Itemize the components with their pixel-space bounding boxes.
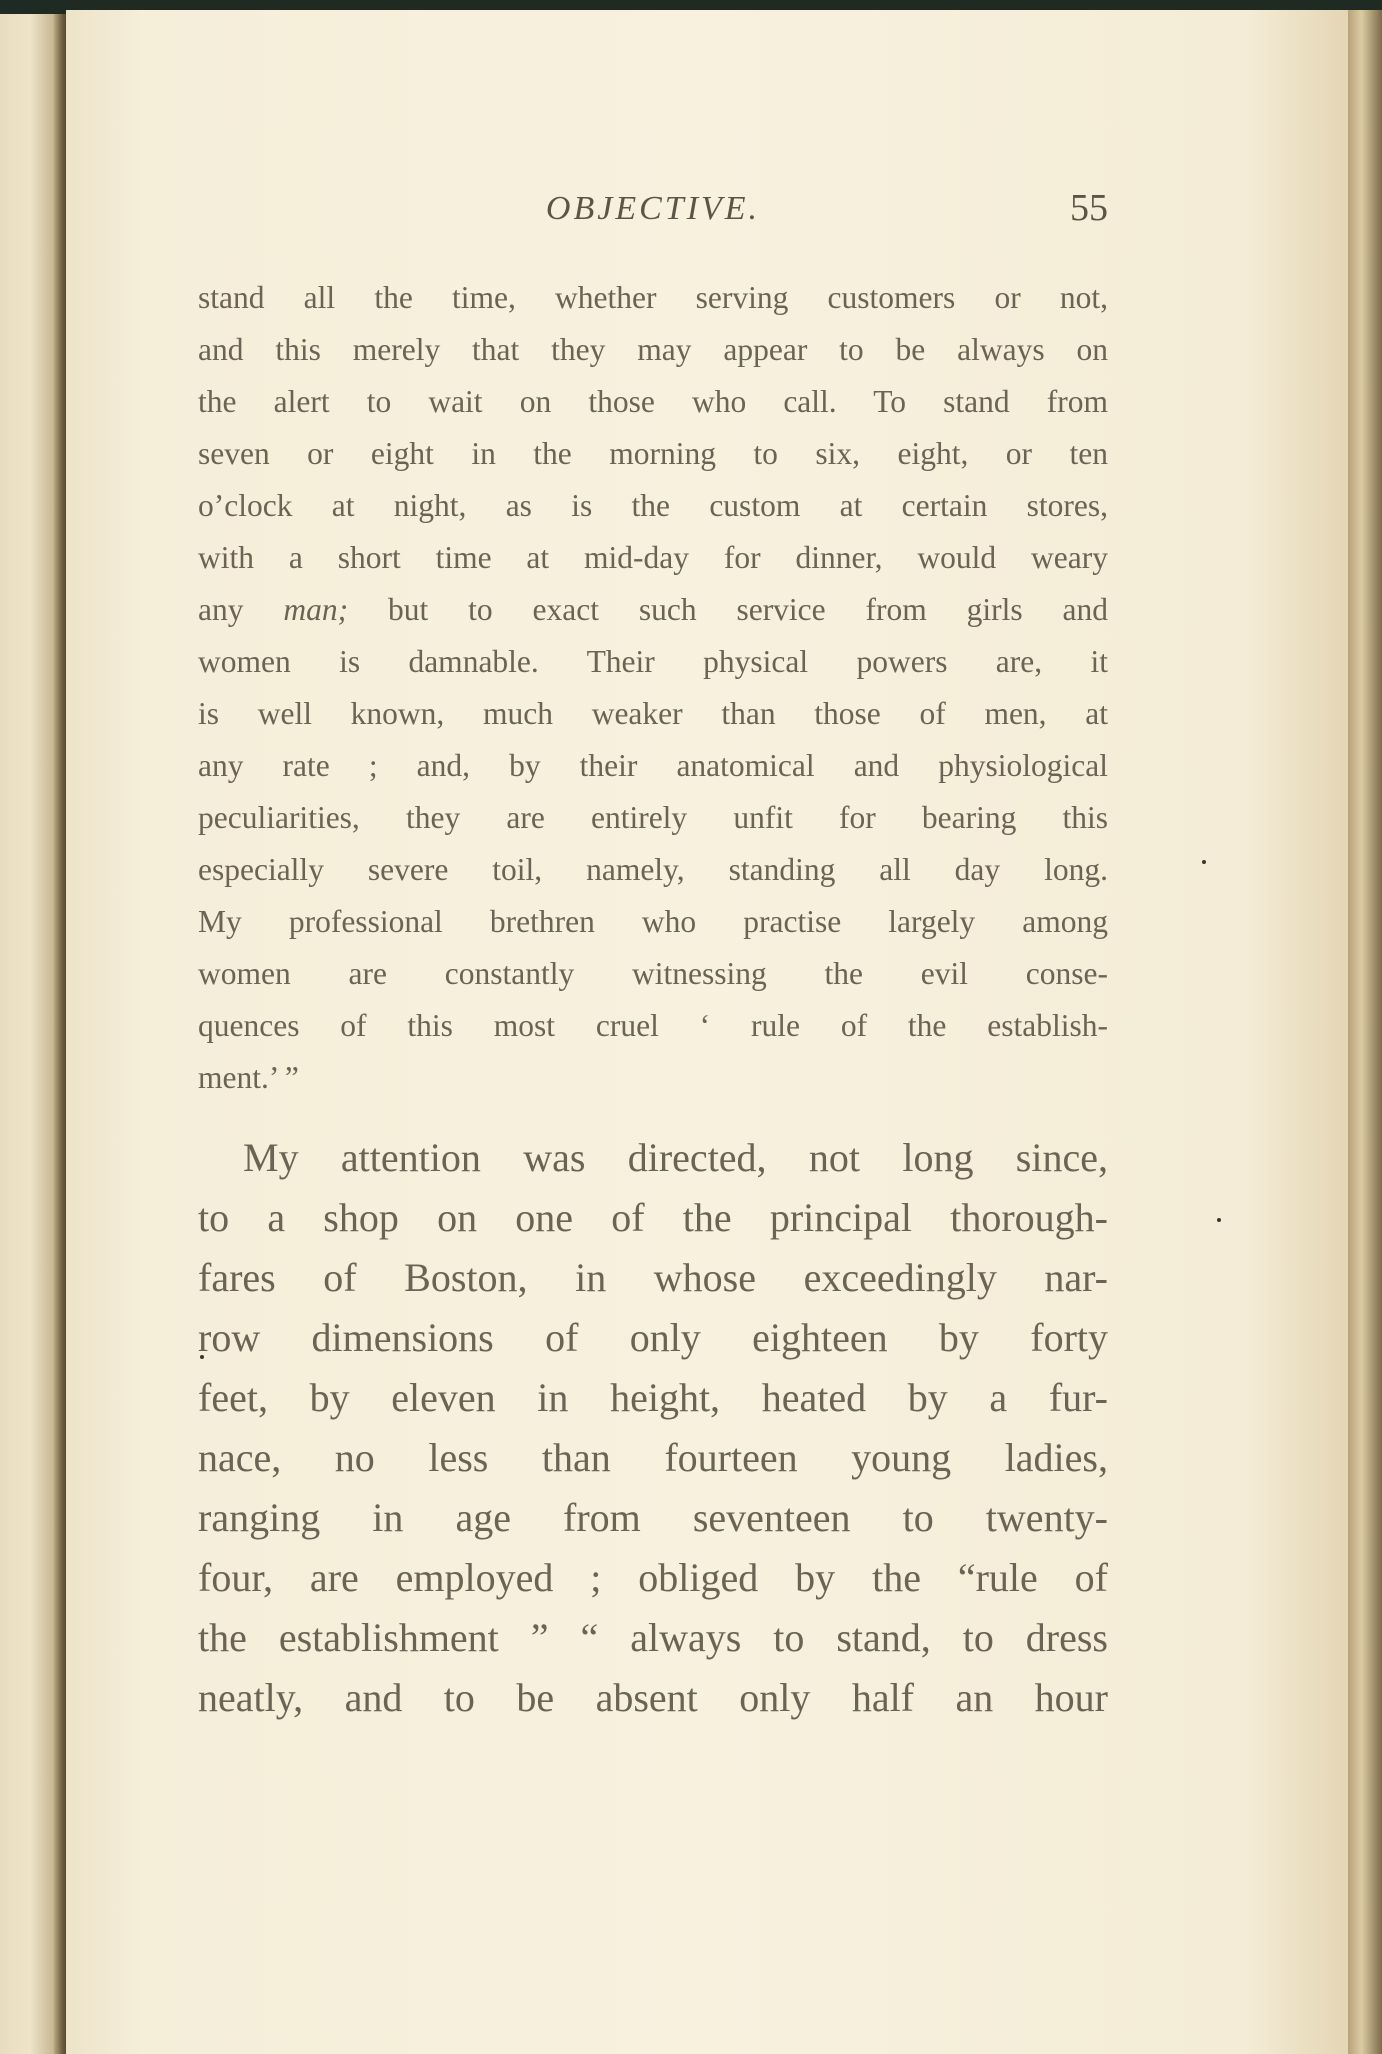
text-line: seven or eight in the morning to six, eight, or ten — [198, 436, 1108, 471]
text-run: any — [198, 592, 284, 627]
right-page-edge — [1348, 10, 1382, 2054]
italic-word: man; — [283, 592, 349, 627]
quoted-passage — [198, 272, 1108, 1104]
text-line: o’clock at night, as is the custom at certain stores, — [198, 488, 1108, 523]
text-line: and this merely that they may appear to be always on — [198, 332, 1108, 367]
text-line: quences of this most cruel ‘ rule of the establish- — [198, 1008, 1108, 1043]
text-line: ranging in age from seventeen to twenty- — [198, 1495, 1108, 1540]
text-line: My attention was directed, not long since, — [243, 1135, 1108, 1180]
text-line: the establishment ” “ always to stand, to dress — [198, 1615, 1108, 1660]
text-line: row dimensions of only eighteen by forty — [198, 1315, 1108, 1360]
text-line: peculiarities, they are entirely unfit for bearing this — [198, 800, 1108, 835]
text-line: nace, no less than fourteen young ladies, — [198, 1435, 1108, 1480]
text-line: any rate ; and, by their anatomical and physiological — [198, 748, 1108, 783]
text-line: women are constantly witnessing the evil conse- — [198, 956, 1108, 991]
text-line: women is damnable. Their physical powers are, it — [198, 644, 1108, 679]
text-line — [198, 584, 1108, 636]
text-line: especially severe toil, namely, standing all day long. — [198, 852, 1108, 887]
text-line: to a shop on one of the principal thorough- — [198, 1195, 1108, 1240]
text-line: feet, by eleven in height, heated by a fur- — [198, 1375, 1108, 1420]
ink-speck — [1217, 1218, 1221, 1222]
text-line: is well known, much weaker than those of men, at — [198, 696, 1108, 731]
text-line: with a short time at mid-day for dinner, would weary — [198, 540, 1108, 575]
text-line: ment.’ ” — [198, 1060, 299, 1095]
text-line: My professional brethren who practise largely among — [198, 904, 1108, 939]
text-line: stand all the time, whether serving customers or not, — [198, 280, 1108, 315]
text-line: the alert to wait on those who call. To stand from — [198, 384, 1108, 419]
text-line: neatly, and to be absent only half an hour — [198, 1675, 1108, 1720]
page-number: 55 — [1070, 187, 1108, 229]
text-line: fares of Boston, in whose exceedingly nar- — [198, 1255, 1108, 1300]
running-head — [198, 180, 1108, 250]
text-line: four, are employed ; obliged by the “rule of — [198, 1555, 1108, 1600]
body-paragraph — [198, 1128, 1108, 1728]
text-run: but to exact such service from girls and — [348, 592, 1108, 627]
ink-speck — [1202, 860, 1206, 864]
running-title: OBJECTIVE. — [545, 190, 761, 227]
page-content — [198, 180, 1108, 1728]
